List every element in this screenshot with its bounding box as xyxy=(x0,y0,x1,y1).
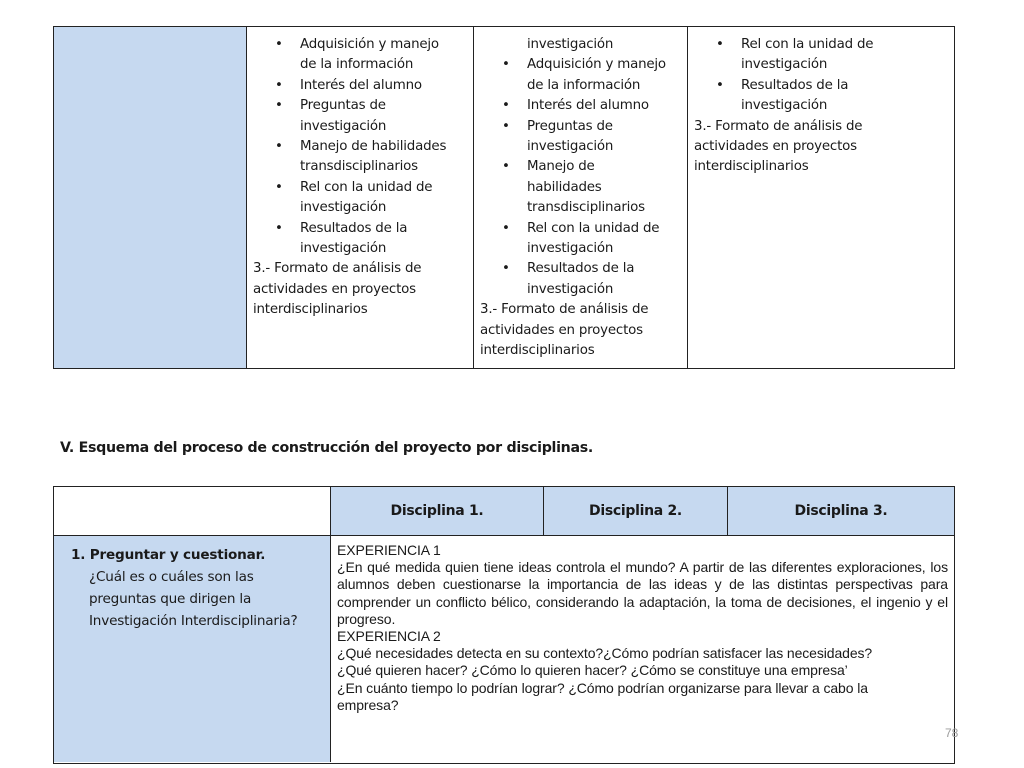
disciplines-table xyxy=(53,486,955,764)
experience-2-label: EXPERIENCIA 2 xyxy=(337,628,441,645)
format-note: 3.- Formato de análisis de actividades en proyectos interdisciplinarios xyxy=(253,261,422,318)
experience-1-label: EXPERIENCIA 1 xyxy=(337,542,441,558)
list-item: • Preguntas de investigación xyxy=(480,117,681,158)
question-label-cell xyxy=(54,536,331,762)
list-item: • Adquisición y manejo de la información xyxy=(253,35,467,76)
table-label-column xyxy=(54,27,247,368)
list-item: • Manejo de habilidades transdisciplinarios xyxy=(480,157,681,218)
format-note: 3.- Formato de análisis de actividades en proyectos interdisciplinarios xyxy=(480,302,649,359)
list-item: • Resultados de la investigación xyxy=(480,259,681,300)
question-text: ¿Cuál es o cuáles son las preguntas que dirigen la Investigación Interdisciplinaria? xyxy=(89,569,298,629)
header-discipline-3: Disciplina 3. xyxy=(728,487,954,535)
table-header-row xyxy=(54,487,954,536)
header-discipline-1: Disciplina 1. xyxy=(331,487,544,535)
table-cell-col4 xyxy=(688,27,954,368)
list-item: • Rel con la unidad de investigación xyxy=(694,35,948,76)
experience-2-line: ¿En cuánto tiempo lo podrían lograr? ¿Cómo podrían organizarse para llevar a cabo la xyxy=(337,679,868,696)
experience-1-text: ¿En qué medida quien tiene ideas controla el mundo? A partir de las diferentes exploraciones, los alumnos deben cuestionarse la importancia de las ideas y de las distintas perspectivas para comprender un conflicto bélico, considerando la adaptación, la toma de decisiones, el ingenio y el progreso. xyxy=(337,559,948,627)
list-item: • Interés del alumno xyxy=(253,76,467,96)
experience-2-line: ¿Qué necesidades detecta en su contexto?¿Cómo podrían satisfacer las necesidades? xyxy=(337,645,873,662)
list-item: • Manejo de habilidades transdisciplinarios xyxy=(253,137,467,178)
question-title: 1. Preguntar y cuestionar. xyxy=(71,547,266,563)
list-item: • Resultados de la investigación xyxy=(694,76,948,117)
table-cell-col2 xyxy=(247,27,474,368)
table-cell-col3 xyxy=(474,27,688,368)
header-discipline-2: Disciplina 2. xyxy=(544,487,728,535)
table-row xyxy=(54,536,954,762)
list-item: • Preguntas de investigación xyxy=(253,96,467,137)
header-blank-cell xyxy=(54,487,331,535)
list-item: • Resultados de la investigación xyxy=(253,219,467,260)
format-note: 3.- Formato de análisis de actividades en proyectos interdisciplinarios xyxy=(694,118,863,175)
experience-2-line: ¿Qué quieren hacer? ¿Cómo lo quieren hacer? ¿Cómo se constituye una empresa’ xyxy=(337,662,848,679)
list-item: • Rel con la unidad de investigación xyxy=(253,178,467,219)
page-number: 78 xyxy=(945,726,959,740)
list-item: • Interés del alumno xyxy=(480,96,681,116)
experiences-cell xyxy=(331,536,954,762)
continued-table xyxy=(53,26,955,369)
list-item: • Adquisición y manejo de la información xyxy=(480,55,681,96)
experience-2-line: empresa? xyxy=(337,696,399,713)
list-item: • Rel con la unidad de investigación xyxy=(480,219,681,260)
section-heading: V. Esquema del proceso de construcción del proyecto por disciplinas. xyxy=(60,440,593,456)
continued-text: investigación xyxy=(527,37,614,52)
